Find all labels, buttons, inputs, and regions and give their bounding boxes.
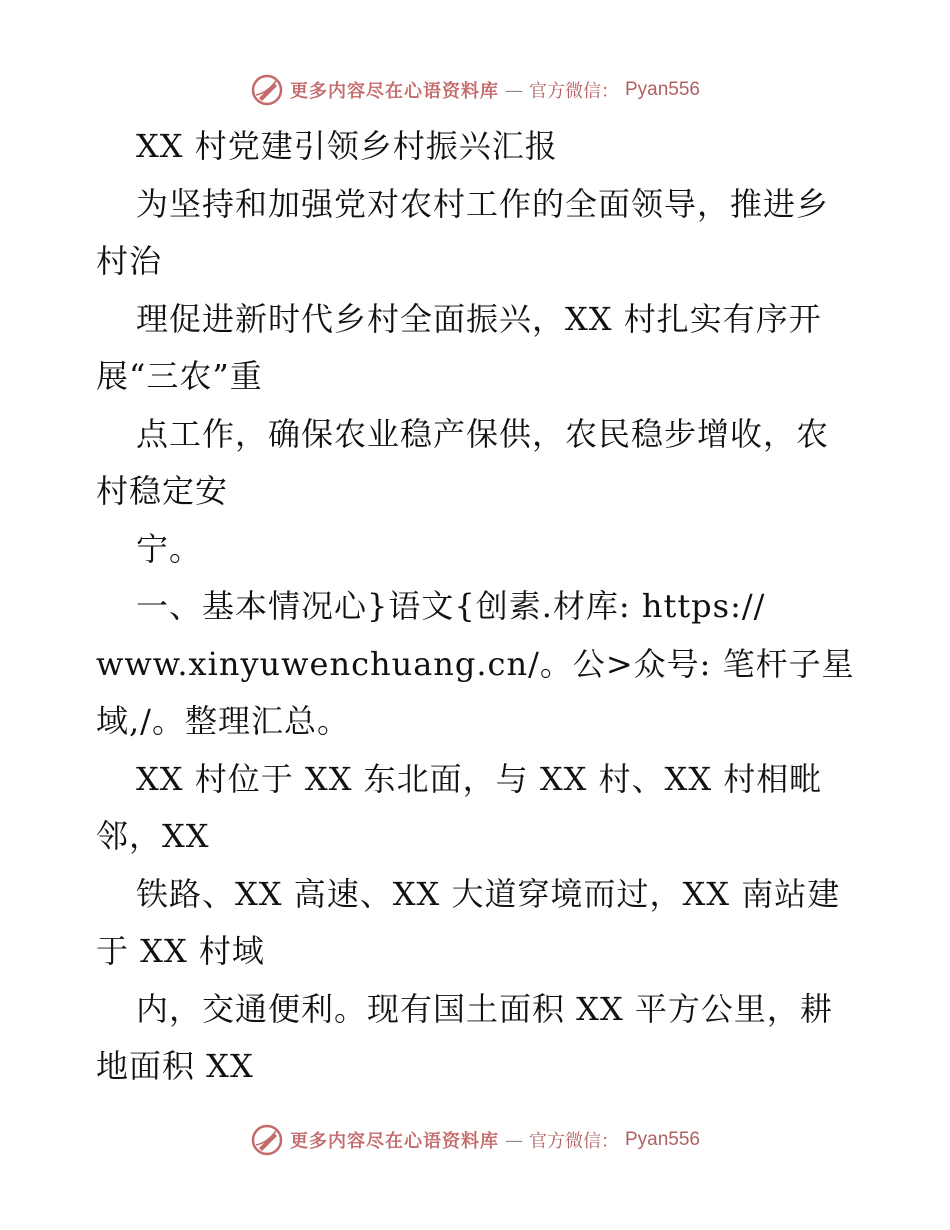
watermark-separator: — [504,79,523,101]
watermark-side-text: 官方微信： [528,1131,619,1152]
text-line: 宁。 [136,529,203,568]
text-line: 为坚持和加强党对农村工作的全面领导，推进乡 [136,184,830,223]
text-line: 域,/。整理汇总。 [96,702,350,740]
footer-watermark [0,1120,950,1160]
document-body [96,118,866,1096]
text-line: XX 村位于 XX 东北面，与 XX 村、XX 村相毗 [136,759,823,798]
document-title: XX 村党建引领乡村振兴汇报 [136,127,558,165]
text-line: 内，交通便利。现有国土面积 XX 平方公里，耕 [136,989,833,1028]
watermark-main-text: 更多内容尽在心语资料库 [289,1131,499,1152]
text-line: 于 XX 村域 [96,932,265,970]
text-line: 村稳定安 [96,472,229,510]
watermark-separator: — [504,1129,523,1151]
watermark-side-text: 官方微信： [528,81,619,102]
pen-seal-icon [250,1123,284,1157]
pen-seal-icon [250,73,284,107]
watermark-handle: Pyan556 [624,79,700,100]
text-line: 铁路、XX 高速、XX 大道穿境而过，XX 南站建 [136,874,841,913]
watermark-handle: Pyan556 [624,1129,700,1150]
text-line: www.xinyuwenchuang.cn/。公>众号: 笔杆子星 [96,644,855,683]
text-line: 村治 [96,242,163,280]
text-line: 展“三农”重 [96,357,263,395]
text-line: 邻，XX [96,817,210,855]
watermark-main-text: 更多内容尽在心语资料库 [289,81,499,102]
text-line: 理促进新时代乡村全面振兴，XX 村扎实有序开 [136,299,822,338]
text-line: 地面积 XX [96,1047,254,1085]
text-line: 点工作，确保农业稳产保供，农民稳步增收，农 [136,414,830,453]
section-heading: 一、基本情况心}语文{创素.材库: https:// [136,587,766,625]
header-watermark [0,70,950,110]
